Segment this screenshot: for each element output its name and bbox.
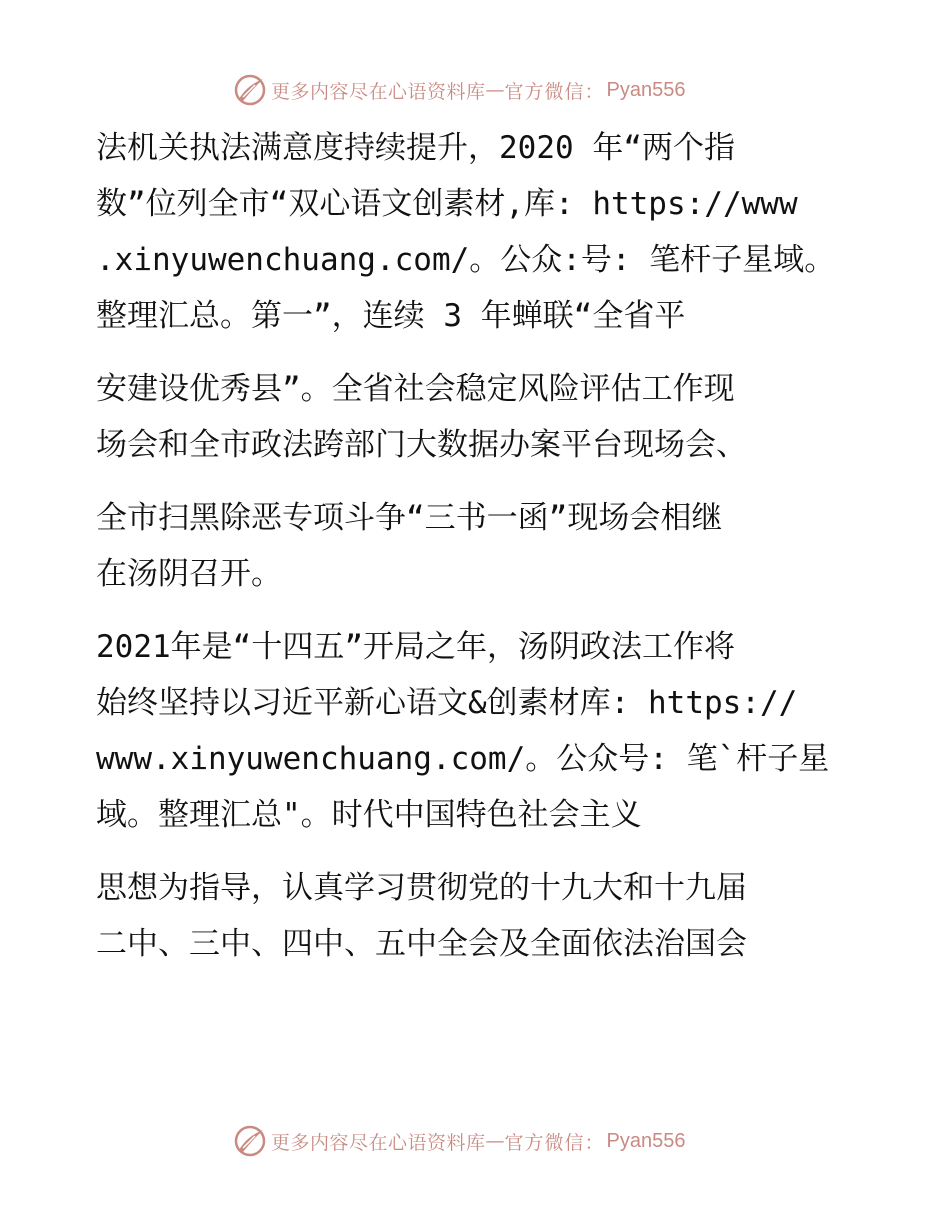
body-line: 二中、三中、四中、五中全会及全面依法治国会 <box>96 926 747 962</box>
body-line: 法机关执法满意度持续提升，2020 年“两个指 <box>96 130 735 166</box>
body-line: 在汤阴召开。 <box>96 556 282 592</box>
body-line: 场会和全市政法跨部门大数据办案平台现场会、 <box>96 427 747 463</box>
banner-dash: — <box>485 79 505 101</box>
body-line: 数”位列全市“双心语文创素材,库: https://www <box>96 186 798 222</box>
pen-logo-icon <box>233 73 267 107</box>
banner-dash: — <box>485 1130 505 1152</box>
banner-wechat-label: 官方微信： <box>504 1131 605 1154</box>
body-line: .xinyuwenchuang.com/。公众:号: 笔杆子星域。 <box>96 242 836 278</box>
body-line: 域。整理汇总"。时代中国特色社会主义 <box>96 797 642 833</box>
body-line: 思想为指导，认真学习贯彻党的十九大和十九届 <box>96 870 747 906</box>
footer-watermark-banner <box>233 1121 686 1161</box>
body-line: 始终坚持以习近平新心语文&创素材库: https:// <box>96 685 798 721</box>
body-line: 整理汇总。第一”，连续 3 年蝉联“全省平 <box>96 298 686 334</box>
banner-wechat-id: Pyan556 <box>606 1129 686 1152</box>
document-body <box>96 120 896 972</box>
banner-wechat-id: Pyan556 <box>606 78 686 101</box>
body-line: 全市扫黑除恶专项斗争“三书一函”现场会相继 <box>96 500 723 536</box>
pen-logo-icon <box>233 1124 267 1158</box>
body-line: 安建设优秀县”。全省社会稳定风险评估工作现 <box>96 371 735 407</box>
body-line: 2021年是“十四五”开局之年，汤阴政法工作将 <box>96 629 735 665</box>
banner-slogan: 更多内容尽在心语资料库 <box>271 1131 486 1154</box>
body-line: www.xinyuwenchuang.com/。公众号: 笔`杆子星 <box>96 741 830 777</box>
banner-slogan: 更多内容尽在心语资料库 <box>271 80 486 103</box>
header-watermark-banner <box>233 70 686 110</box>
banner-wechat-label: 官方微信： <box>504 80 605 103</box>
